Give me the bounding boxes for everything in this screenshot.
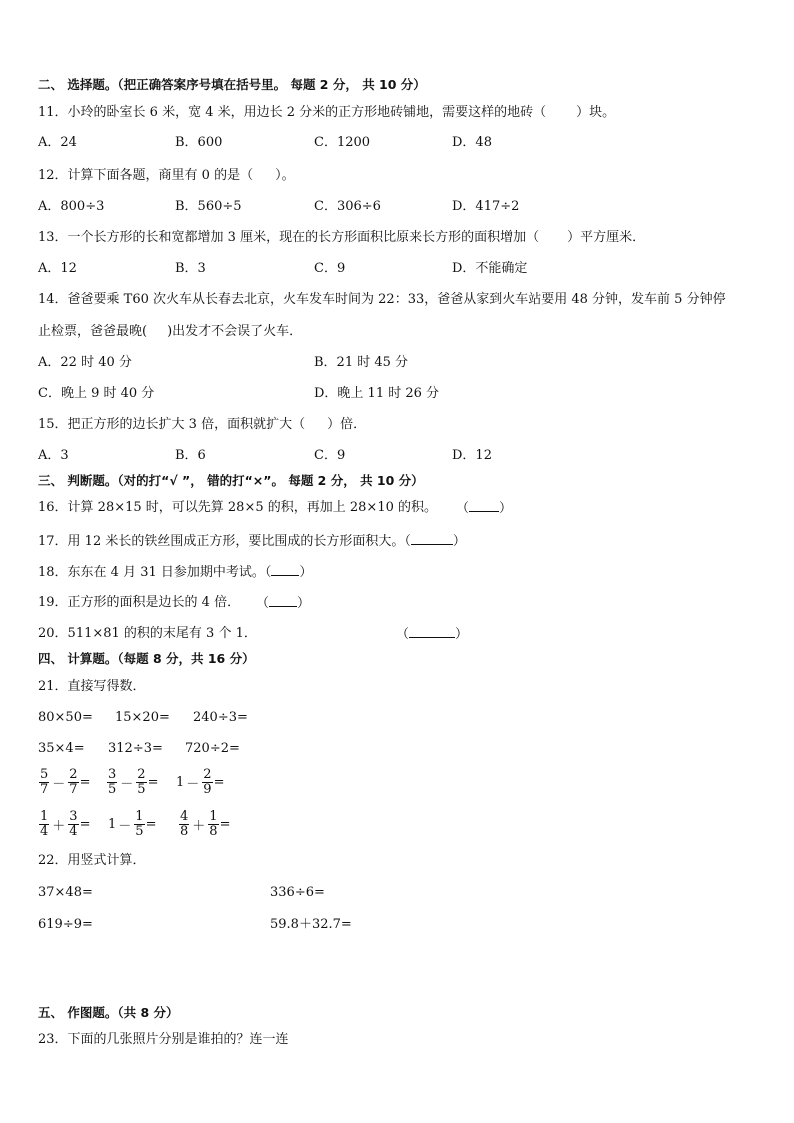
q13-option-b[interactable]: B．3 — [175, 261, 206, 276]
q12-option-a[interactable]: A．800÷3 — [38, 199, 105, 214]
numerator: 1 — [40, 808, 49, 824]
paren-open: （ — [456, 501, 470, 516]
numerator: 1 — [209, 808, 218, 824]
fraction-expr — [38, 764, 90, 800]
q17-text: 17．用 12 米长的铁丝围成正方形，要比围成的长方形面积大。 — [38, 534, 405, 549]
q15-option-c[interactable]: C．9 — [314, 448, 346, 463]
fraction — [68, 810, 78, 839]
q20-answer[interactable] — [396, 625, 468, 644]
q15-option-d[interactable]: D．12 — [452, 448, 492, 463]
q17-blank[interactable] — [411, 532, 453, 545]
fraction — [134, 810, 144, 839]
calc-item: 80×50= — [38, 710, 93, 725]
fraction-expr — [176, 764, 224, 800]
denominator: 7 — [40, 781, 49, 797]
fraction — [202, 768, 212, 797]
q11-text-end: ）块。 — [576, 105, 616, 120]
question-21-title: 21．直接写得数． — [38, 679, 146, 694]
denominator: 5 — [108, 781, 117, 797]
paren-open: （ — [264, 565, 272, 580]
q20-text: 20．511×81 的积的末尾有 3 个 1． — [38, 626, 257, 641]
calc-item: 240÷3= — [193, 710, 248, 725]
q11-text: 11．小玲的卧室长 6 米，宽 4 米，用边长 2 分米的正方形地砖铺地，需要这样的地砖（ — [38, 105, 547, 120]
q13-option-c[interactable]: C．9 — [314, 261, 346, 276]
q12-option-c[interactable]: C．306÷6 — [314, 199, 381, 214]
q18-text: 18．东东在 4 月 31 日参加期中考试。 — [38, 565, 265, 580]
question-19 — [38, 594, 758, 612]
q16-answer[interactable] — [456, 499, 512, 518]
fraction-row-1 — [38, 764, 338, 800]
question-20 — [38, 625, 758, 643]
minus-sign: － — [118, 818, 132, 834]
q14-option-b[interactable]: B．21 时 45 分 — [314, 355, 409, 370]
vertical-calc-item: 59.8＋32.7= — [270, 917, 352, 932]
equals-sign: = — [213, 774, 225, 790]
q18-blank[interactable] — [271, 563, 299, 576]
equals-sign: = — [145, 816, 157, 832]
q19-blank[interactable] — [269, 594, 297, 607]
q15-options — [38, 447, 758, 465]
q12-option-b[interactable]: B．560÷5 — [175, 199, 242, 214]
numerator: 2 — [137, 766, 146, 782]
paren-close: ） — [452, 534, 466, 549]
section-5-heading: 五、 作图题。（共 8 分） — [38, 1005, 179, 1020]
question-23: 23．下面的几张照片分别是谁拍的？连一连 — [38, 1032, 289, 1047]
question-14-line2 — [38, 323, 302, 341]
fraction-expr — [38, 806, 90, 842]
q11-option-a[interactable]: A．24 — [38, 135, 77, 150]
fraction — [68, 768, 78, 797]
plus-sign: ＋ — [192, 818, 206, 834]
numerator: 1 — [135, 808, 144, 824]
q13-option-a[interactable]: A．12 — [38, 261, 77, 276]
calc-row-2 — [38, 740, 338, 758]
q20-blank[interactable] — [409, 625, 455, 638]
calc-item: 312÷3= — [108, 741, 163, 756]
q12-options — [38, 198, 758, 216]
numerator: 3 — [69, 808, 78, 824]
denominator: 4 — [69, 823, 78, 839]
q12-option-d[interactable]: D．417÷2 — [452, 199, 520, 214]
vertical-calc-row-2 — [38, 916, 438, 934]
q15-option-a[interactable]: A．3 — [38, 448, 69, 463]
numerator: 3 — [108, 766, 117, 782]
q14-options-row1 — [38, 354, 758, 372]
plus-sign: ＋ — [52, 818, 66, 834]
q14-options-row2 — [38, 385, 758, 403]
calc-item: 720÷2= — [185, 741, 240, 756]
q12-text-end: ）。 — [275, 168, 295, 183]
question-16 — [38, 499, 758, 517]
paren-close: ） — [299, 565, 313, 580]
section-4-heading: 四、 计算题。（每题 8 分，共 16 分） — [38, 651, 255, 666]
question-12 — [38, 167, 295, 185]
numerator: 4 — [180, 808, 189, 824]
numerator: 2 — [69, 766, 78, 782]
paren-open: （ — [396, 627, 410, 642]
fraction — [107, 768, 117, 797]
question-13 — [38, 229, 645, 247]
minus-sign: － — [52, 776, 66, 792]
q19-text: 19．正方形的面积是边长的 4 倍． — [38, 595, 241, 610]
question-17 — [38, 532, 466, 551]
equals-sign: = — [79, 816, 91, 832]
denominator: 8 — [180, 823, 189, 839]
denominator: 7 — [69, 781, 78, 797]
whole-number: 1 — [176, 774, 185, 790]
paren-close: ） — [455, 627, 469, 642]
minus-sign: － — [186, 776, 200, 792]
calc-row-1 — [38, 709, 338, 727]
equals-sign: = — [79, 774, 91, 790]
q13-text-end: ）平方厘米． — [567, 230, 646, 245]
question-11 — [38, 104, 615, 122]
q16-blank[interactable] — [469, 499, 499, 512]
paren-open: （ — [404, 534, 411, 549]
question-22-title: 22．用竖式计算． — [38, 853, 146, 868]
fraction — [39, 810, 49, 839]
denominator: 5 — [135, 823, 144, 839]
q16-text: 16．计算 28×15 时，可以先算 28×5 的积，再加上 28×10 的积。 — [38, 500, 437, 515]
q11-option-c[interactable]: C．1200 — [314, 135, 371, 150]
equals-sign: = — [219, 816, 231, 832]
section-2-heading: 二、 选择题。（把正确答案序号填在括号里。 每题 2 分， 共 10 分） — [38, 77, 426, 92]
question-18 — [38, 563, 312, 582]
fraction-expr — [178, 806, 230, 842]
fraction — [208, 810, 218, 839]
q15-text: 15．把正方形的边长扩大 3 倍，面积就扩大（ — [38, 417, 306, 432]
vertical-calc-item: 619÷9= — [38, 917, 93, 932]
numerator: 2 — [203, 766, 212, 782]
vertical-calc-row-1 — [38, 884, 438, 902]
q15-option-b[interactable]: B．6 — [175, 448, 206, 463]
q11-option-b[interactable]: B．600 — [175, 135, 223, 150]
fraction-row-2 — [38, 806, 338, 842]
fraction — [39, 768, 49, 797]
calc-item: 15×20= — [115, 710, 170, 725]
q14-option-c[interactable]: C．晚上 9 时 40 分 — [38, 386, 155, 401]
paren-close: ） — [499, 501, 513, 516]
fraction-expr — [108, 806, 156, 842]
minus-sign: － — [120, 776, 134, 792]
calc-item: 35×4= — [38, 741, 85, 756]
vertical-calc-item: 336÷6= — [270, 885, 325, 900]
whole-number: 1 — [108, 816, 117, 832]
question-14-line1: 14．爸爸要乘 T60 次火车从长春去北京，火车发车时间为 22：33，爸爸从家到火车站要用 48 分钟，发车前 5 分钟停 — [38, 292, 726, 307]
q14-text-end: )出发才不会误了火车． — [167, 324, 303, 339]
denominator: 5 — [137, 781, 146, 797]
fraction — [136, 768, 146, 797]
denominator: 4 — [40, 823, 49, 839]
fraction — [179, 810, 189, 839]
denominator: 8 — [209, 823, 218, 839]
q13-option-d[interactable]: D．不能确定 — [452, 261, 528, 276]
section-3-heading: 三、 判断题。（对的打“√ ”， 错的打“×”。 每题 2 分， 共 10 分） — [38, 473, 424, 488]
paren-open: （ — [256, 596, 270, 611]
paren-close: ） — [297, 596, 311, 611]
q15-text-end: ）倍． — [327, 417, 367, 432]
q11-option-d[interactable]: D．48 — [452, 135, 492, 150]
question-15 — [38, 416, 366, 434]
fraction-expr — [106, 764, 158, 800]
q13-options — [38, 260, 758, 278]
numerator: 5 — [40, 766, 49, 782]
q11-options — [38, 134, 758, 152]
equals-sign: = — [147, 774, 159, 790]
q12-text: 12．计算下面各题，商里有 0 的是（ — [38, 168, 254, 183]
q19-answer[interactable] — [256, 594, 310, 613]
q14-text: 止检票，爸爸最晚( — [38, 324, 148, 339]
vertical-calc-item: 37×48= — [38, 885, 93, 900]
denominator: 9 — [203, 781, 212, 797]
q14-option-d[interactable]: D．晚上 11 时 26 分 — [314, 386, 440, 401]
q13-text: 13．一个长方形的长和宽都增加 3 厘米，现在的长方形面积比原来长方形的面积增加（ — [38, 230, 540, 245]
q14-option-a[interactable]: A．22 时 40 分 — [38, 355, 132, 370]
